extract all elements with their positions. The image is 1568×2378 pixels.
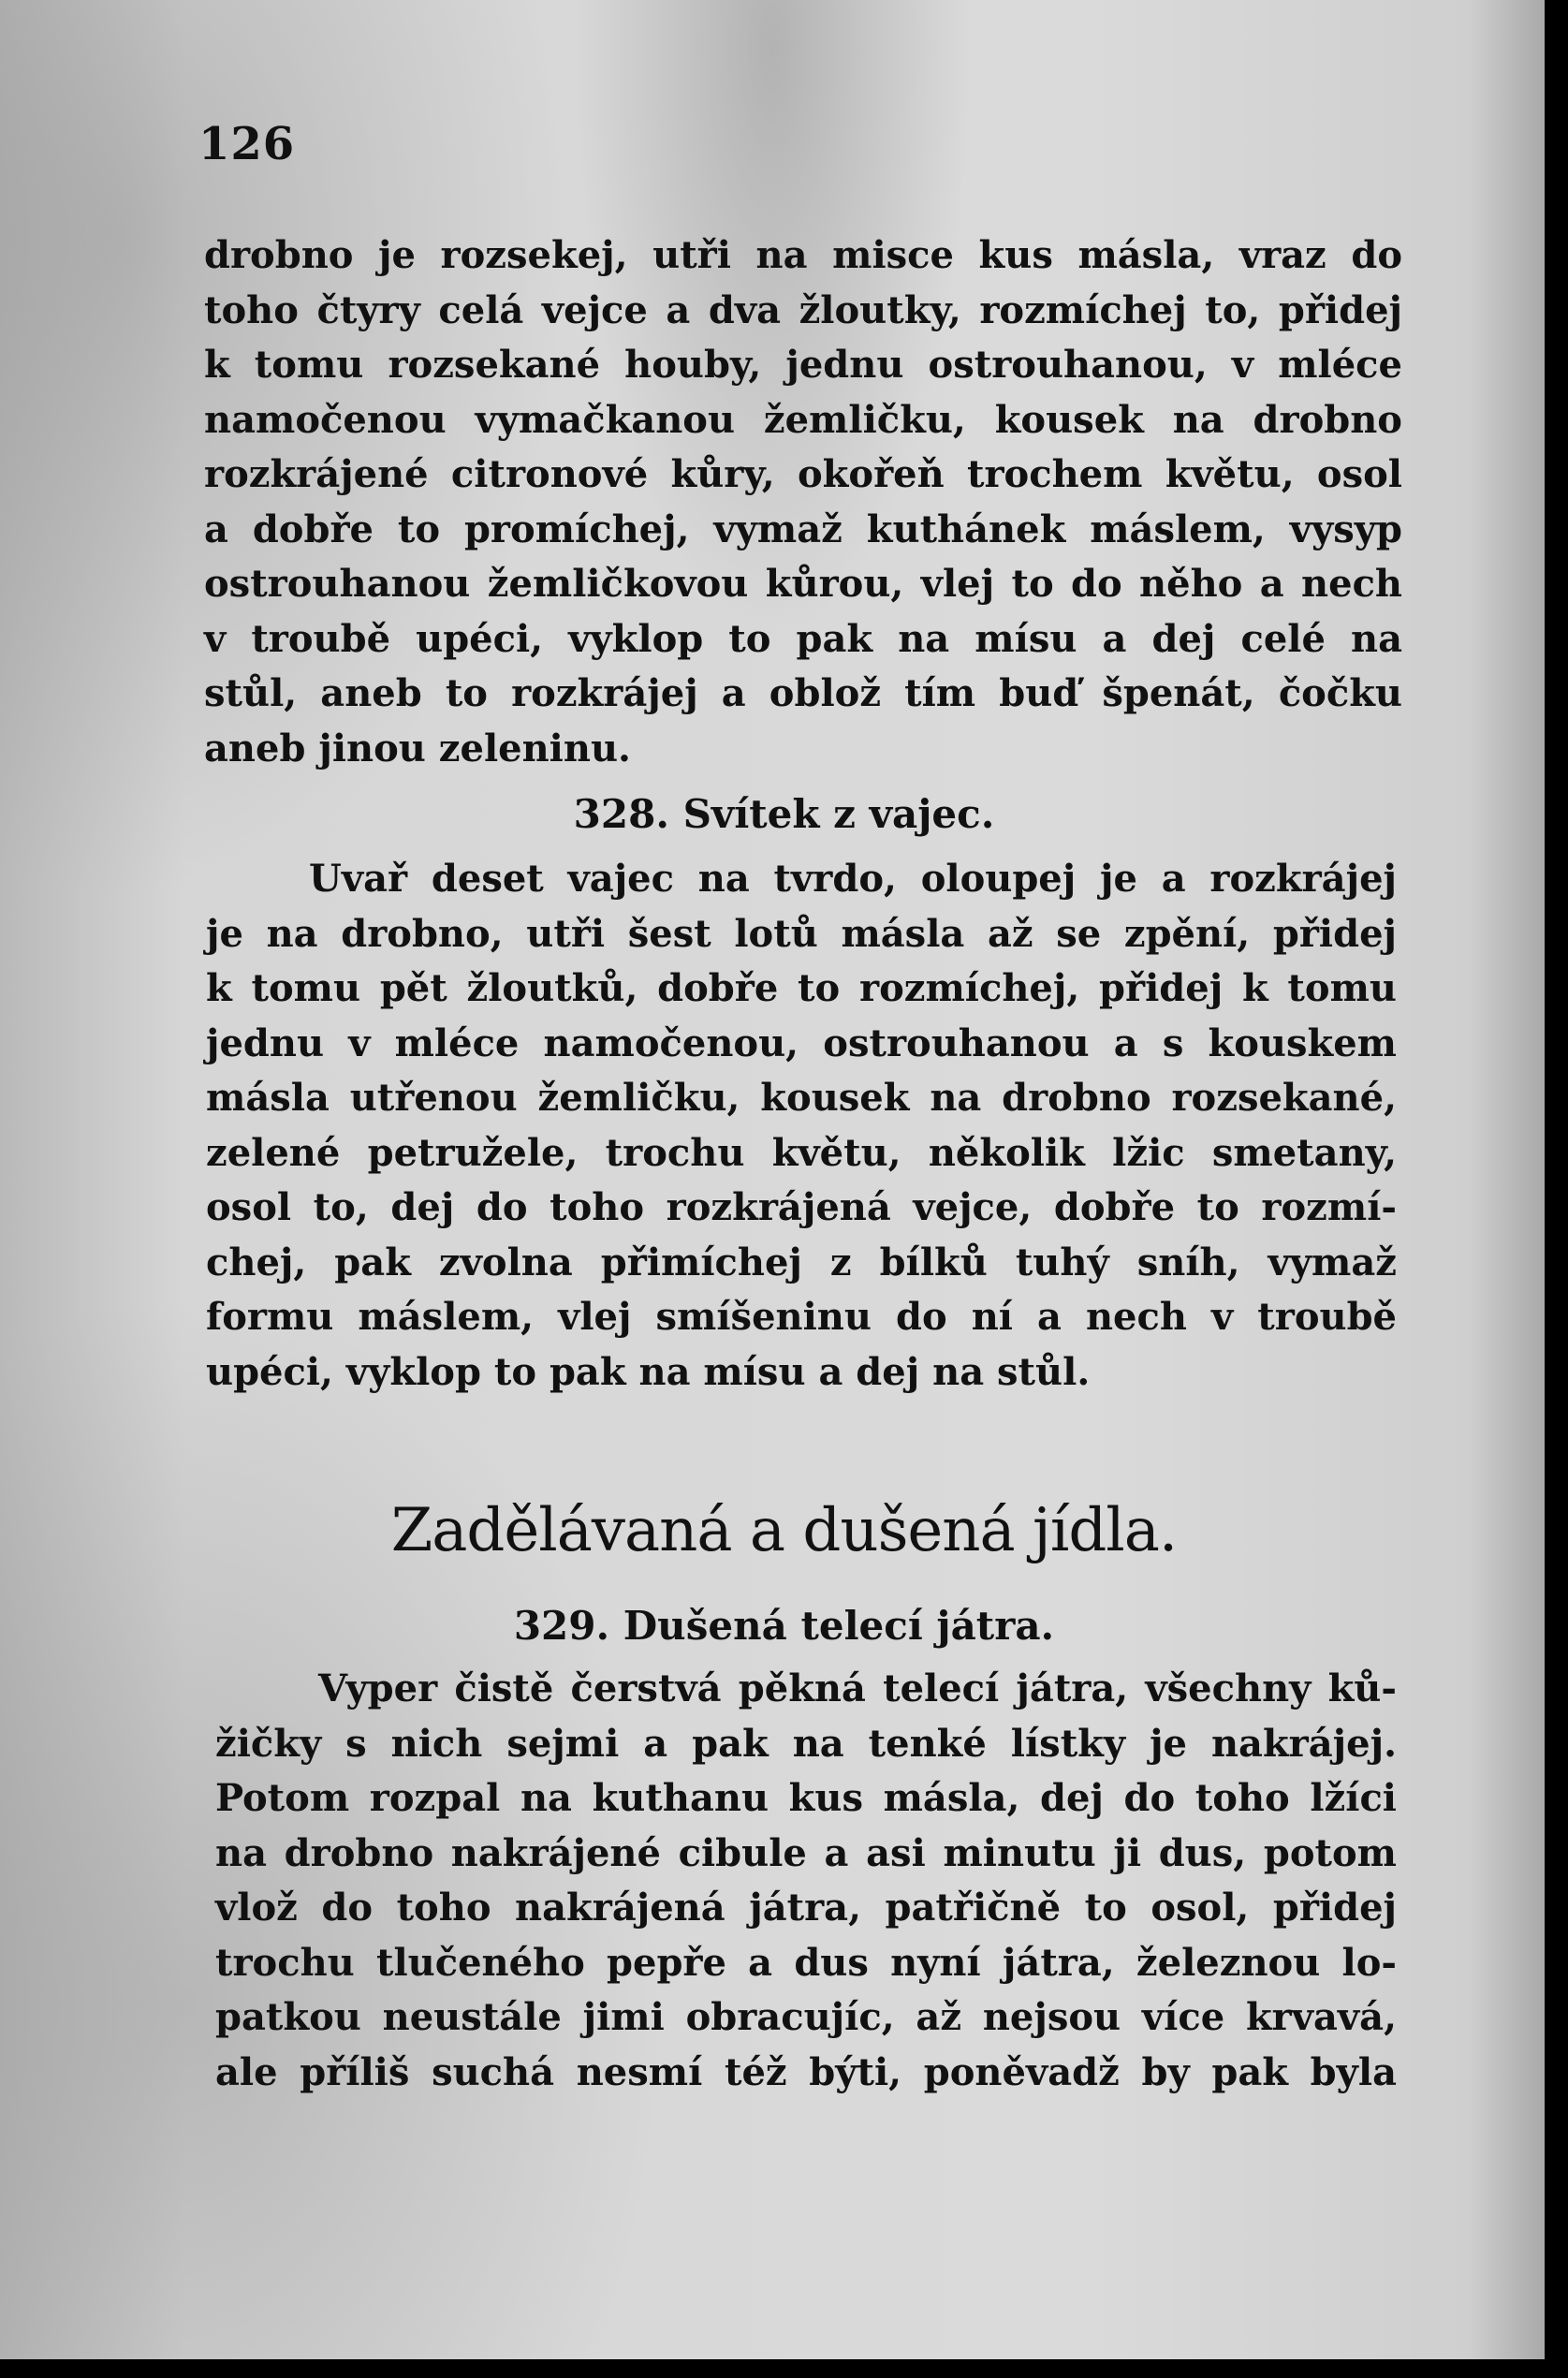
text-line: toho čtyry celá vejce a dva žloutky, rozmíchej to, přidej <box>204 287 1402 332</box>
text-line: k tomu pět žloutků, dobře to rozmíchej, přidej k tomu <box>206 966 1397 1010</box>
text-line: patkou neustále jimi obracujíc, až nejsou více krvavá, <box>215 1995 1397 2039</box>
recipe-title-329: 329. Dušená telecí játra. <box>513 1603 1055 1649</box>
text-line: na drobno nakrájené cibule a asi minutu ji dus, potom <box>215 1830 1397 1875</box>
text-line: vlož do toho nakrájená játra, patřičně to osol, přidej <box>215 1886 1397 1930</box>
text-line: formu máslem, vlej smíšeninu do ní a nech v troubě <box>206 1295 1397 1339</box>
text-line: Uvař deset vajec na tvrdo, oloupej je a rozkrájej <box>309 857 1397 901</box>
text-line: zelené petružele, trochu květu, několik lžic smetany, <box>206 1130 1397 1175</box>
text-line: namočenou vymačkanou žemličku, kousek na drobno <box>204 397 1402 442</box>
intro-paragraph <box>204 228 1402 776</box>
text-line: trochu tlučeného pepře a dus nyní játra, železnou lo- <box>215 1940 1397 1985</box>
text-line: stůl, aneb to rozkrájej a oblož tím buď špenát, čočku <box>204 671 1402 715</box>
text-line: chej, pak zvolna přimíchej z bílků tuhý sníh, vymaž <box>206 1240 1397 1284</box>
recipe-328-body <box>206 852 1397 1400</box>
text-line: Vyper čistě čerstvá pěkná telecí játra, všechny ků- <box>318 1666 1397 1710</box>
text-line: upéci, vyklop to pak na mísu a dej na stůl. <box>206 1349 1091 1394</box>
text-line: je na drobno, utři šest lotů másla až se zpění, přidej <box>206 911 1397 956</box>
text-line: ostrouhanou žemličkovou kůrou, vlej to do něho a nech <box>204 562 1402 606</box>
text-line: másla utřenou žemličku, kousek na drobno rozsekané, <box>206 1076 1397 1120</box>
text-line: k tomu rozsekané houby, jednu ostrouhanou, v mléce <box>204 343 1402 387</box>
recipe-329-body <box>215 1662 1397 2100</box>
text-line: ale příliš suchá nesmí též býti, poněvadž by pak byla <box>215 2049 1397 2094</box>
page-number: 126 <box>198 118 296 170</box>
text-line: Potom rozpal na kuthanu kus másla, dej do toho lžíci <box>215 1776 1397 1820</box>
recipe-title-328: 328. Svítek z vajec. <box>573 791 995 837</box>
text-line: a dobře to promíchej, vymaž kuthánek máslem, vysyp <box>204 506 1402 551</box>
text-line: osol to, dej do toho rozkrájená vejce, dobře to rozmí- <box>206 1185 1397 1229</box>
text-line: aneb jinou zeleninu. <box>204 726 631 771</box>
text-line: rozkrájené citronové kůry, okořeň trochem květu, osol <box>204 452 1402 496</box>
section-title: Zadělávaná a dušená jídla. <box>390 1496 1178 1565</box>
text-line: drobno je rozsekej, utři na misce kus másla, vraz do <box>204 233 1402 277</box>
text-line: jednu v mléce namočenou, ostrouhanou a s kouskem <box>206 1020 1397 1065</box>
text-line: žičky s nich sejmi a pak na tenké lístky je nakrájej. <box>215 1721 1397 1766</box>
text-line: v troubě upéci, vyklop to pak na mísu a dej celé na <box>204 616 1402 661</box>
